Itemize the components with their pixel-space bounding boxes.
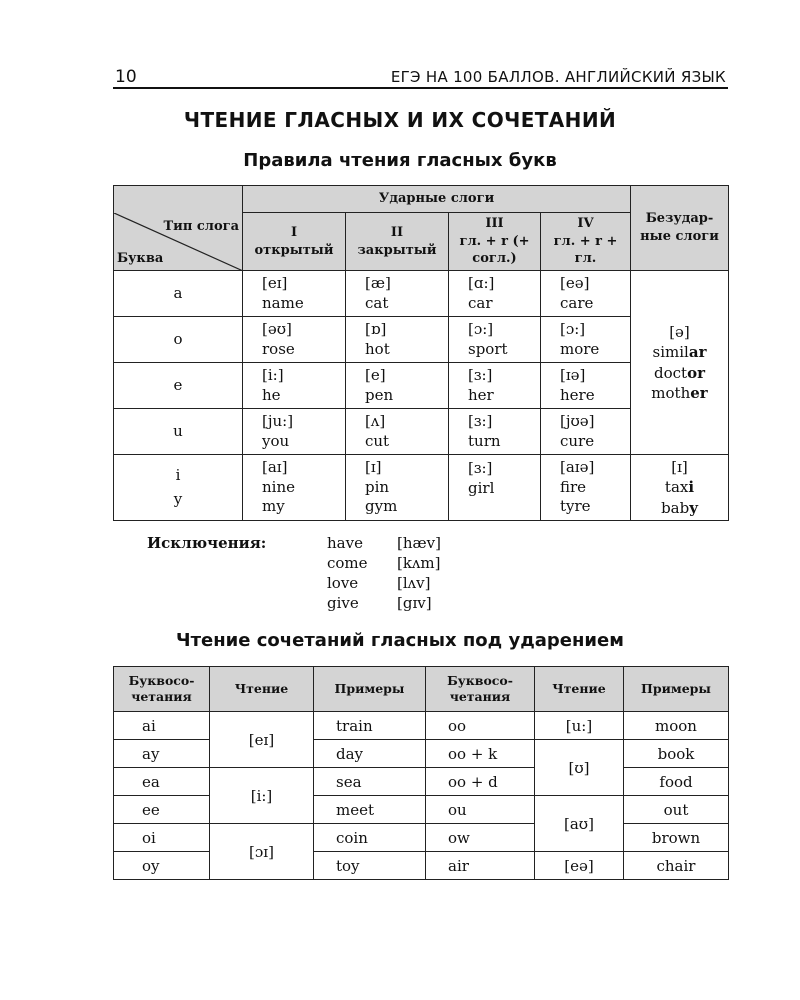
reading-cell: [ɒ] hot [346,317,449,363]
col-header-4: IV гл. + r + гл. [541,213,631,271]
example-cell: train [314,712,426,740]
combo-cell: oy [114,852,210,880]
reading-cell: [u:] [535,712,624,740]
reading-cell: [eɪ] name [243,271,346,317]
reading-cell: [ʌ] cut [346,409,449,455]
reading-cell: [ɜ:] turn [449,409,541,455]
reading-cell: [ɑ:] car [449,271,541,317]
exception-item: come [kʌm] [327,554,441,572]
combo-cell: ai [114,712,210,740]
unstressed-header: Безудар-ные слоги [631,186,729,271]
combo-cell: oo [426,712,535,740]
reading-cell: [e] pen [346,363,449,409]
table-row [114,796,729,824]
example-cell: out [624,796,729,824]
table-row [114,712,729,740]
table-row [114,740,729,768]
page-number: 10 [115,67,137,87]
exceptions-label: Исключения: [147,534,267,552]
combo-cell: ee [114,796,210,824]
table-row [114,768,729,796]
unstressed-word: similar [652,343,707,362]
reading-cell: [ɔ:] more [541,317,631,363]
table1-heading: Правила чтения гласных букв [243,150,557,171]
example-cell: food [624,768,729,796]
reading-cell: [aɪ] nine my [243,455,346,521]
reading-cell: [ʊ] [535,740,624,796]
reading-cell: [əʊ] rose [243,317,346,363]
example-cell: moon [624,712,729,740]
reading-cell: [aɪə] fire tyre [541,455,631,521]
table-row [114,455,729,521]
table-row [114,824,729,852]
syllable-type-corner [114,213,243,271]
reading-cell: [i:] he [243,363,346,409]
col-header-examples: Примеры [624,667,729,712]
letter-cell: e [114,363,243,409]
example-cell: chair [624,852,729,880]
reading-cell: [ju:] you [243,409,346,455]
example-cell: brown [624,824,729,852]
table-row [114,852,729,880]
reading-cell: [eə] care [541,271,631,317]
example-cell: sea [314,768,426,796]
combo-cell: ou [426,796,535,824]
table-row [114,271,729,317]
example-cell: day [314,740,426,768]
exception-item: have [hæv] [327,534,441,552]
stressed-header: Ударные слоги [243,186,631,213]
reading-cell: [ɜ:] girl [449,455,541,521]
example-cell: toy [314,852,426,880]
combo-cell: oo + d [426,768,535,796]
reading-cell: [i:] [210,768,314,824]
combo-cell: oo + k [426,740,535,768]
combo-cell: ea [114,768,210,796]
combo-cell: air [426,852,535,880]
example-cell: book [624,740,729,768]
vowel-reading-table [113,185,729,521]
corner-bottom-label: Буква [117,251,164,266]
col-header-2: II закрытый [346,213,449,271]
reading-cell: [aʊ] [535,796,624,852]
corner-top-label: Тип слога [163,218,239,234]
letter-cell: o [114,317,243,363]
vowel-combination-table [113,666,729,880]
reading-cell: [eɪ] [210,712,314,768]
reading-cell: [ɪ] pin gym [346,455,449,521]
reading-cell: [eə] [535,852,624,880]
corner-top-blank [114,186,243,213]
unstressed-word: mother [651,383,708,402]
letter-cell: a [114,271,243,317]
col-header-1: I открытый [243,213,346,271]
reading-cell: [ɔɪ] [210,824,314,880]
col-header-combo: Буквосо-четания [114,667,210,712]
exception-item: love [lʌv] [327,574,431,592]
unstressed-word: doctor [654,363,705,382]
reading-cell: [æ] cat [346,271,449,317]
unstressed-word: taxi [664,478,695,497]
combo-cell: oi [114,824,210,852]
reading-cell: [ɜ:] her [449,363,541,409]
reading-cell: [ɔ:] sport [449,317,541,363]
reading-cell: [ɪə] here [541,363,631,409]
letter-cell: u [114,409,243,455]
table2-heading: Чтение сочетаний гласных под ударением [176,630,624,651]
combo-cell: ay [114,740,210,768]
page-header [113,63,728,89]
col-header-reading: Чтение [535,667,624,712]
example-cell: meet [314,796,426,824]
letter-cell: i y [114,455,243,521]
unstressed-word: baby [661,498,698,517]
main-title: ЧТЕНИЕ ГЛАСНЫХ И ИХ СОЧЕТАНИЙ [183,108,617,132]
combo-cell: ow [426,824,535,852]
col-header-examples: Примеры [314,667,426,712]
reading-cell: [jʊə] cure [541,409,631,455]
unstressed-cell-i: [ɪ] taxi baby [631,455,729,521]
unstressed-cell-schwa: [ə] similar doctor mother [631,271,729,455]
example-cell: coin [314,824,426,852]
book-title: ЕГЭ НА 100 БАЛЛОВ. АНГЛИЙСКИЙ ЯЗЫК [390,68,726,86]
col-header-reading: Чтение [210,667,314,712]
col-header-3: III гл. + r (+ согл.) [449,213,541,271]
col-header-combo: Буквосо-четания [426,667,535,712]
exception-item: give [gɪv] [327,594,432,612]
